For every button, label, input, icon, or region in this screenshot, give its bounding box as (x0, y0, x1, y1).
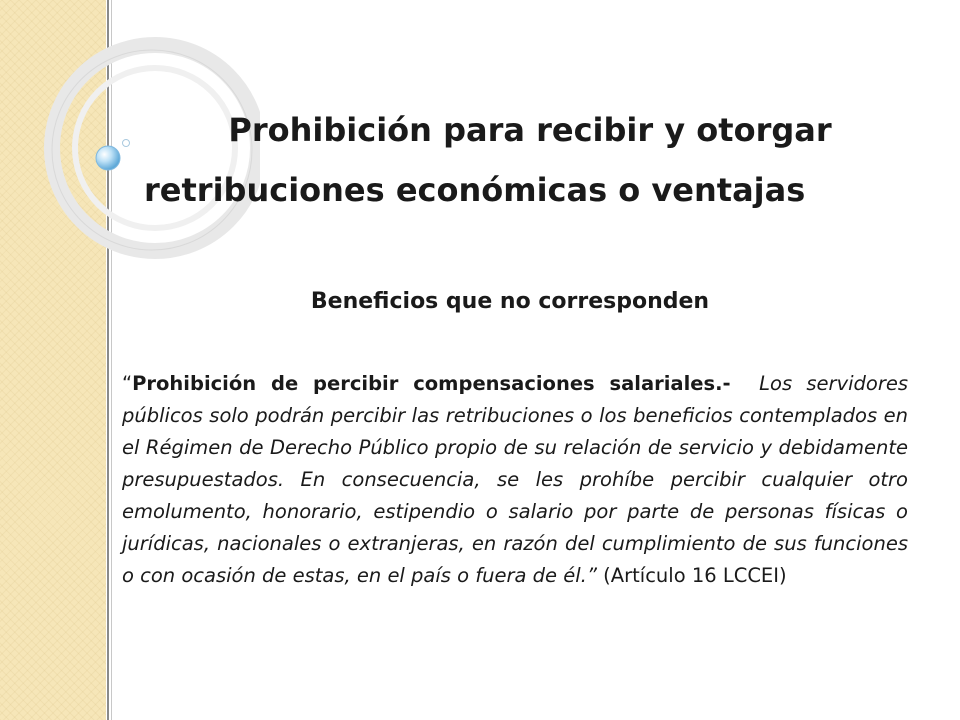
sidebar-divider-thin (111, 0, 112, 720)
decorative-sidebar (0, 0, 106, 720)
title-line-1: Prohibición para recibir y otorgar (228, 111, 832, 149)
quote-citation: (Artículo 16 LCCEI) (603, 564, 787, 587)
quote-open-mark: “ (122, 372, 133, 395)
quote-lead: Prohibición de percibir compensaciones salariales.- (132, 372, 731, 395)
decorative-bubble-small (123, 140, 130, 147)
section-subtitle: Beneficios que no corresponden (310, 289, 710, 314)
title-line-2: retribuciones económicas o ventajas (144, 171, 806, 209)
sidebar-divider (107, 0, 109, 720)
quote-text: Los servidores públicos solo podrán percibir las retribuciones o los beneficios contemplados en el Régimen de Derecho Público propio de su relación de servicio y debidamente presupuestados. En consecuencia, se les prohíbe percibir cualquier otro emolumento, honorario, estipendio o salario por parte de personas físicas o jurídicas, nacionales o extranjeras, en razón del cumplimiento de sus funciones o con ocasión de estas, en el país o fuera de él. (122, 372, 909, 587)
page-title (130, 100, 890, 220)
quote-close-mark: ” (586, 564, 597, 587)
law-quote (122, 368, 908, 592)
